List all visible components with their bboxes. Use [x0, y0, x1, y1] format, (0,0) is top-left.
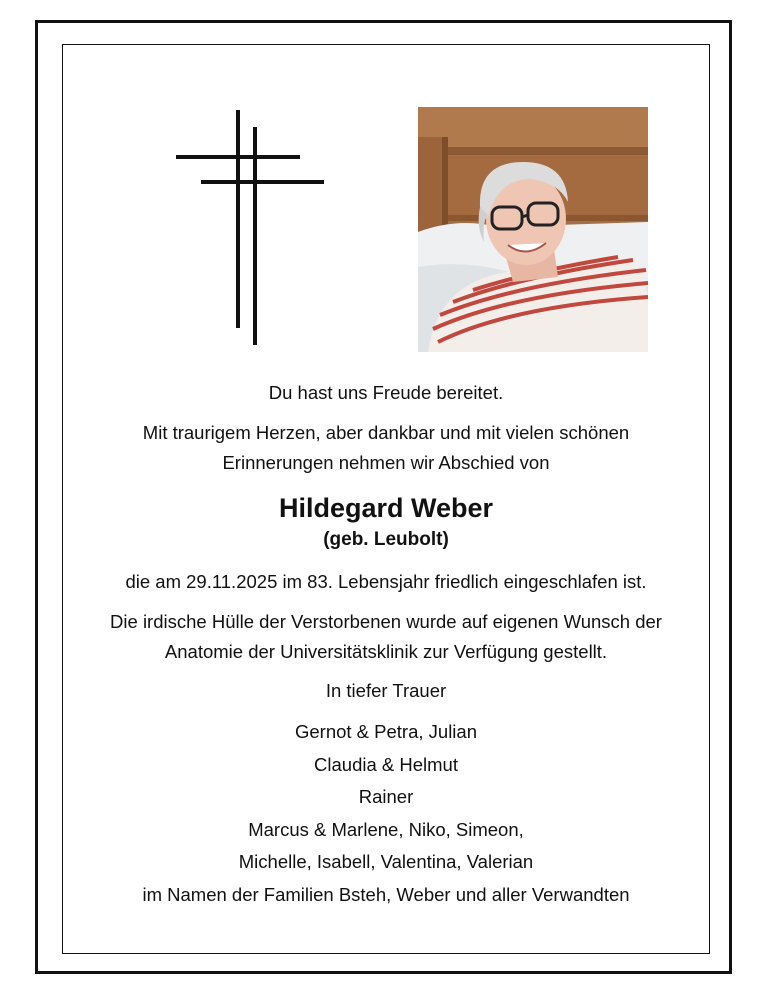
remains-line-1: Die irdische Hülle der Verstorbenen wurde auf eigenen Wunsch der [110, 611, 662, 632]
name-block [64, 490, 708, 554]
mourner-line: Michelle, Isabell, Valentina, Valerian [238, 851, 534, 872]
motto: Du hast uns Freude bereitet. [268, 382, 504, 403]
remains-line-2: Anatomie der Universitätsklinik zur Verfügung gestellt. [164, 641, 608, 662]
death-block [64, 567, 708, 597]
maiden-name: (geb. Leubolt) [323, 529, 449, 550]
mourner-line: Rainer [358, 786, 414, 807]
death-line: die am 29.11.2025 im 83. Lebensjahr friedlich eingeschlafen ist. [125, 571, 647, 592]
intro-block [64, 418, 708, 478]
mourner-line: im Namen der Familien Bsteh, Weber und aller Verwandten [142, 883, 630, 905]
notice-text [64, 378, 708, 408]
mourners-list [64, 716, 708, 911]
intro-line-1: Mit traurigem Herzen, aber dankbar und mit vielen schönen [142, 422, 630, 443]
mourner-line: Gernot & Petra, Julian [294, 721, 477, 742]
intro-line-2: Erinnerungen nehmen wir Abschied von [222, 452, 550, 473]
mourning-line: In tiefer Trauer [325, 680, 447, 701]
mourner-line: Marcus & Marlene, Niko, Simeon, [248, 818, 524, 840]
mourning-block [64, 676, 708, 706]
deceased-name: Hildegard Weber [278, 493, 494, 523]
double-cross-icon [170, 105, 330, 350]
portrait-photo [418, 107, 648, 352]
remains-block [64, 607, 708, 667]
mourner-line: Claudia & Helmut [314, 753, 458, 775]
